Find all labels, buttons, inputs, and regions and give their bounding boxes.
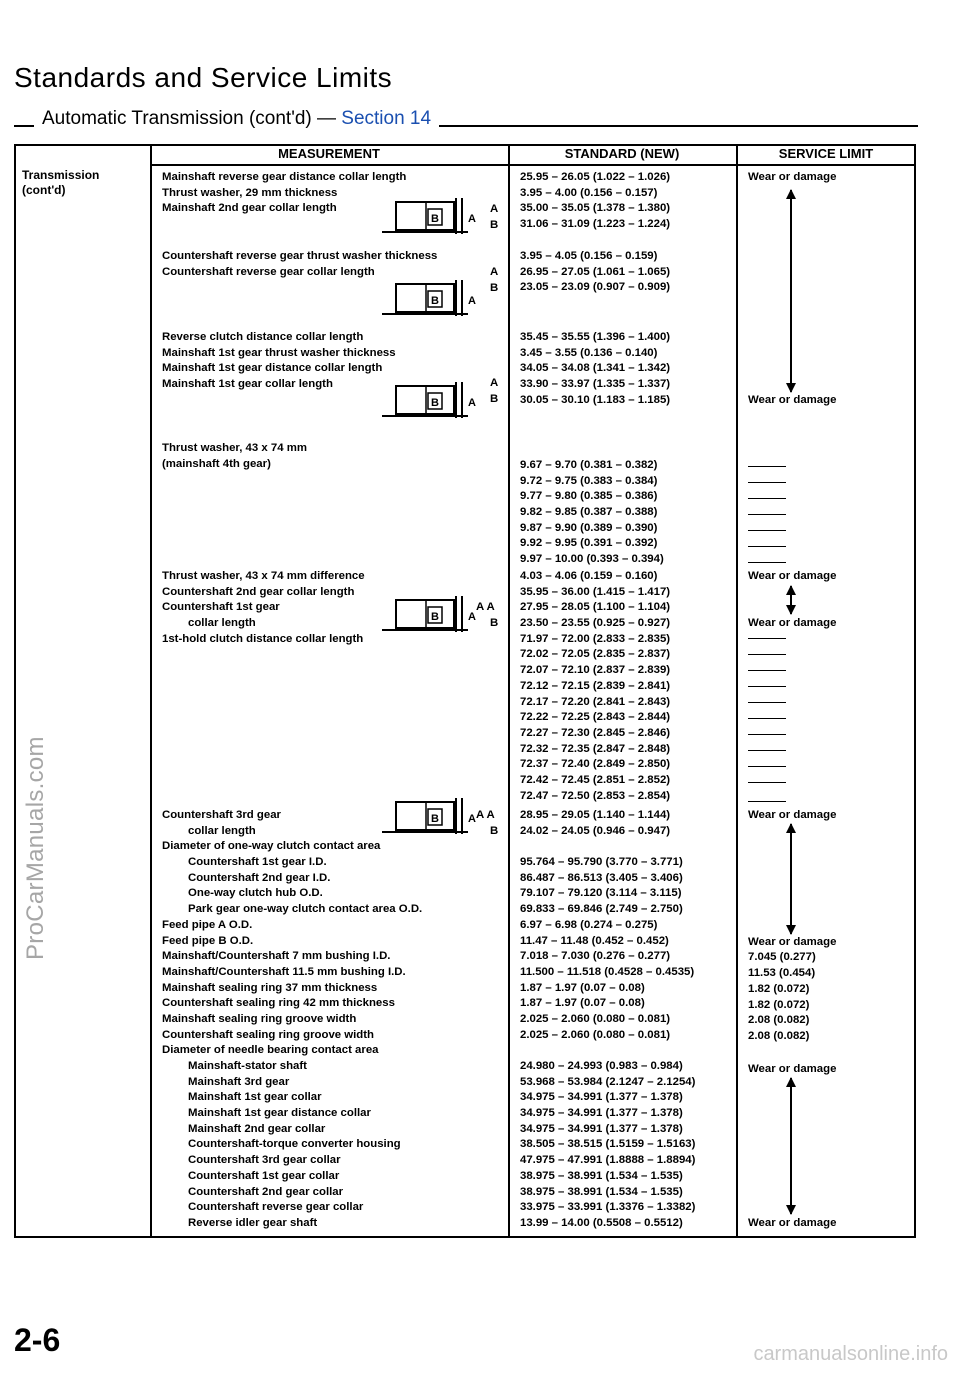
standard-value: 25.95 – 26.05 (1.022 – 1.026) [520, 171, 671, 183]
measurement-item: Countershaft 1st gear I.D. [188, 856, 327, 869]
measurement-item: Countershaft sealing ring groove width [162, 1028, 375, 1041]
standard-group [520, 458, 664, 568]
label-a: A [490, 266, 499, 278]
diagram-label-a: A [468, 213, 476, 225]
measurement-group [162, 808, 422, 1232]
service-limit-value: 7.045 (0.277) [748, 951, 816, 963]
measurement-item: Mainshaft 1st gear collar length [162, 378, 333, 391]
label-b: B [490, 219, 499, 231]
label-b: B [490, 825, 499, 837]
column-divider [150, 144, 152, 1238]
standard-value: 9.97 – 10.00 (0.393 – 0.394) [520, 553, 664, 566]
standard-value: 34.05 – 34.08 (1.341 – 1.342) [520, 362, 671, 375]
standard-value: 9.92 – 9.95 (0.391 – 0.392) [520, 537, 658, 550]
no-limit-dash [748, 750, 786, 751]
measurement-group [162, 569, 365, 647]
standard-value: 72.12 – 72.15 (2.839 – 2.841) [520, 679, 671, 692]
collar-diagram [382, 594, 482, 634]
header-divider [150, 164, 916, 166]
standard-value: 72.37 – 72.40 (2.849 – 2.850) [520, 758, 671, 771]
measurement-item: Feed pipe A O.D. [162, 918, 253, 931]
service-limit-text: Wear or damage [748, 1063, 837, 1075]
standard-value: 2.025 – 2.060 (0.080 – 0.081) [520, 1012, 671, 1025]
standard-value: 3.95 – 4.00 (0.156 – 0.157) [520, 186, 658, 199]
measurement-item: Mainshaft 1st gear distance collar [188, 1107, 371, 1120]
standard-value: 34.975 – 34.991 (1.377 – 1.378) [520, 1122, 683, 1135]
measurement-item: Countershaft 3rd gear collar [188, 1154, 341, 1167]
standard-value: 35.45 – 35.55 (1.396 – 1.400) [520, 331, 671, 343]
range-arrow [790, 586, 792, 614]
standard-value: 72.07 – 72.10 (2.837 – 2.839) [520, 664, 671, 677]
measurement-item: Thrust washer, 29 mm thickness [162, 186, 338, 199]
standard-value: 72.17 – 72.20 (2.841 – 2.843) [520, 695, 671, 708]
measurement-item: Reverse clutch distance collar length [162, 331, 364, 343]
standard-value: 31.06 – 31.09 (1.223 – 1.224) [520, 218, 671, 231]
no-limit-dash [748, 782, 786, 783]
page-title: Standards and Service Limits [14, 62, 393, 93]
measurement-item: Countershaft 3rd gear [162, 809, 281, 821]
range-arrow [790, 190, 792, 392]
diagram-label-a: A [468, 611, 476, 623]
standard-value [520, 1043, 695, 1059]
header-measurement: MEASUREMENT [278, 146, 380, 161]
category-line: (cont'd) [22, 183, 66, 197]
measurement-item: Countershaft 1st gear [162, 601, 280, 614]
standard-value: 72.02 – 72.05 (2.835 – 2.837) [520, 648, 671, 661]
measurement-item: Diameter of needle bearing contact area [162, 1044, 379, 1057]
standard-value: 2.025 – 2.060 (0.080 – 0.081) [520, 1028, 671, 1041]
no-limit-dash [748, 766, 786, 767]
standard-value: 28.95 – 29.05 (1.140 – 1.144) [520, 809, 671, 821]
measurement-item: Mainshaft 2nd gear collar [188, 1122, 326, 1135]
measurement-group [162, 170, 406, 217]
measurement-group [162, 330, 396, 393]
standard-value: 9.67 – 9.70 (0.381 – 0.382) [520, 459, 658, 471]
measurement-item: Thrust washer, 43 x 74 mm [162, 442, 307, 454]
measurement-item: Mainshaft 1st gear distance collar length [162, 362, 383, 375]
label-a: A A [476, 601, 495, 613]
label-b: B [490, 393, 499, 405]
standard-value: 72.27 – 72.30 (2.845 – 2.846) [520, 726, 671, 739]
collar-diagram [382, 196, 482, 236]
collar-diagram-icon [382, 196, 482, 236]
standard-value: 38.505 – 38.515 (1.5159 – 1.5163) [520, 1138, 696, 1151]
standard-value: 4.03 – 4.06 (0.159 – 0.160) [520, 570, 658, 582]
label-a: A A [476, 809, 495, 821]
standard-value: 38.975 – 38.991 (1.534 – 1.535) [520, 1169, 683, 1182]
measurement-item: Countershaft 2nd gear I.D. [188, 871, 331, 884]
measurement-item: Countershaft reverse gear collar length [162, 265, 375, 278]
diagram-label-a: A [468, 813, 476, 825]
standard-value: 72.32 – 72.35 (2.847 – 2.848) [520, 742, 671, 755]
standard-group [520, 330, 670, 408]
label-a: A [490, 377, 499, 389]
no-limit-dash [748, 638, 786, 639]
standard-value: 26.95 – 27.05 (1.061 – 1.065) [520, 265, 671, 278]
no-limit-dash [748, 702, 786, 703]
standard-value: 35.95 – 36.00 (1.415 – 1.417) [520, 585, 671, 598]
measurement-item: Thrust washer, 43 x 74 mm difference [162, 570, 365, 582]
standard-value: 7.018 – 7.030 (0.276 – 0.277) [520, 950, 671, 963]
standard-group [520, 808, 695, 1232]
standard-value: 9.87 – 9.90 (0.389 – 0.390) [520, 521, 658, 534]
measurement-item: Countershaft 1st gear collar [188, 1169, 340, 1182]
measurement-item: Countershaft reverse gear thrust washer thickness [162, 250, 438, 262]
diagram-label-a: A [468, 397, 476, 409]
standard-value: 30.05 – 30.10 (1.183 – 1.185) [520, 393, 671, 406]
standard-value: 13.99 – 14.00 (0.5508 – 0.5512) [520, 1216, 683, 1229]
standard-value: 24.980 – 24.993 (0.983 – 0.984) [520, 1060, 683, 1072]
collar-diagram-icon [382, 796, 482, 836]
category-label [22, 168, 99, 198]
standard-value: 33.90 – 33.97 (1.335 – 1.337) [520, 378, 671, 391]
standard-value: 34.975 – 34.991 (1.377 – 1.378) [520, 1091, 683, 1104]
diagram-label-b: B [431, 295, 439, 307]
label-b: B [490, 282, 499, 294]
column-divider [508, 144, 510, 1238]
measurement-item: Countershaft reverse gear collar [188, 1201, 364, 1214]
measurement-item: collar length [188, 617, 256, 630]
no-limit-dash [748, 466, 786, 467]
no-limit-dash [748, 654, 786, 655]
standard-value: 33.975 – 33.991 (1.3376 – 1.3382) [520, 1201, 696, 1214]
diagram-label-a: A [468, 295, 476, 307]
standard-value: 1.87 – 1.97 (0.07 – 0.08) [520, 981, 645, 994]
measurement-item: Mainshaft 1st gear thrust washer thickness [162, 346, 396, 359]
standard-value: 9.72 – 9.75 (0.383 – 0.384) [520, 474, 658, 487]
measurement-item: Mainshaft/Countershaft 7 mm bushing I.D. [162, 950, 391, 963]
standard-value: 6.97 – 6.98 (0.274 – 0.275) [520, 918, 658, 931]
service-limit-value: 1.82 (0.072) [748, 983, 810, 995]
standard-value: 27.95 – 28.05 (1.100 – 1.104) [520, 601, 671, 614]
header-service-limit: SERVICE LIMIT [778, 146, 874, 161]
standard-group [520, 249, 670, 296]
measurement-item: collar length [188, 824, 256, 837]
no-limit-dash [748, 498, 786, 499]
standard-value: 23.05 – 23.09 (0.907 – 0.909) [520, 281, 671, 294]
standard-value: 3.95 – 4.05 (0.156 – 0.159) [520, 250, 658, 262]
measurement-item: Feed pipe B O.D. [162, 934, 254, 947]
collar-diagram-icon [382, 380, 482, 420]
header-standard: STANDARD (NEW) [564, 146, 680, 161]
standard-group [520, 569, 670, 804]
standard-value: 3.45 – 3.55 (0.136 – 0.140) [520, 346, 658, 359]
measurement-item: Mainshaft 3rd gear [188, 1075, 290, 1088]
section-link[interactable]: Section 14 [341, 108, 432, 129]
standard-value: 1.87 – 1.97 (0.07 – 0.08) [520, 997, 645, 1010]
service-limit-value: 2.08 (0.082) [748, 1014, 810, 1026]
service-limit-value: 2.08 (0.082) [748, 1030, 810, 1042]
measurement-item: 1st-hold clutch distance collar length [162, 632, 364, 645]
measurement-item: Countershaft sealing ring 42 mm thickness [162, 997, 395, 1010]
standard-value: 72.22 – 72.25 (2.843 – 2.844) [520, 711, 671, 724]
no-limit-dash [748, 514, 786, 515]
no-limit-dash [748, 686, 786, 687]
collar-diagram [382, 278, 482, 318]
standard-value: 24.02 – 24.05 (0.946 – 0.947) [520, 824, 671, 837]
measurement-item: Mainshaft/Countershaft 11.5 mm bushing I.D. [162, 965, 406, 978]
diagram-label-b: B [431, 213, 439, 225]
standard-value: 86.487 – 86.513 (3.405 – 3.406) [520, 871, 683, 884]
standard-value [520, 839, 695, 855]
standard-value: 71.97 – 72.00 (2.833 – 2.835) [520, 632, 671, 645]
footer-site: carmanualsonline.info [753, 1343, 948, 1365]
standard-value: 34.975 – 34.991 (1.377 – 1.378) [520, 1107, 683, 1120]
no-limit-dash [748, 734, 786, 735]
measurement-item: Mainshaft sealing ring 37 mm thickness [162, 981, 378, 994]
measurement-item: Mainshaft 1st gear collar [188, 1091, 322, 1104]
no-limit-dash [748, 670, 786, 671]
category-line: Transmission [22, 168, 100, 182]
service-limit-value: 11.53 (0.454) [748, 967, 816, 979]
collar-diagram [382, 796, 482, 836]
measurement-item: Countershaft 2nd gear collar [188, 1185, 344, 1198]
service-limit-text: Wear or damage [748, 570, 837, 582]
no-limit-dash [748, 801, 786, 802]
range-arrow [790, 1078, 792, 1214]
standard-group [520, 170, 670, 233]
service-limit-value: 1.82 (0.072) [748, 999, 810, 1011]
page-number: 2-6 [14, 1322, 61, 1358]
label-b: B [490, 617, 499, 629]
measurement-item: Mainshaft reverse gear distance collar length [162, 171, 407, 183]
service-limit-text: Wear or damage [748, 171, 837, 183]
standard-value: 47.975 – 47.991 (1.8888 – 1.8894) [520, 1154, 696, 1167]
standard-value: 72.47 – 72.50 (2.853 – 2.854) [520, 789, 671, 802]
no-limit-dash [748, 718, 786, 719]
service-limit-text: Wear or damage [748, 1217, 837, 1229]
diagram-label-b: B [431, 397, 439, 409]
standard-value: 53.968 – 53.984 (2.1247 – 2.1254) [520, 1075, 696, 1088]
no-limit-dash [748, 562, 786, 563]
standard-value: 38.975 – 38.991 (1.534 – 1.535) [520, 1185, 683, 1198]
subtitle [34, 108, 439, 130]
range-arrow [790, 824, 792, 934]
standard-value: 11.500 – 11.518 (0.4528 – 0.4535) [520, 965, 695, 978]
diagram-label-b: B [431, 611, 439, 623]
measurement-group [162, 441, 307, 472]
measurement-item: Mainshaft-stator shaft [188, 1060, 307, 1072]
standard-value: 95.764 – 95.790 (3.770 – 3.771) [520, 856, 683, 869]
measurement-item: Diameter of one-way clutch contact area [162, 840, 381, 853]
measurement-item: (mainshaft 4th gear) [162, 457, 271, 470]
measurement-item: Mainshaft 2nd gear collar length [162, 202, 337, 215]
service-limit-text: Wear or damage [748, 936, 837, 948]
column-divider [736, 144, 738, 1238]
collar-diagram [382, 380, 482, 420]
label-a: A [490, 203, 499, 215]
no-limit-dash [748, 482, 786, 483]
measurement-item: Reverse idler gear shaft [188, 1216, 318, 1229]
subtitle-text: Automatic Transmission (cont'd) — [42, 108, 336, 129]
no-limit-dash [748, 546, 786, 547]
standard-value: 23.50 – 23.55 (0.925 – 0.927) [520, 617, 671, 630]
collar-diagram-icon [382, 278, 482, 318]
diagram-label-b: B [431, 813, 439, 825]
collar-diagram-icon [382, 594, 482, 634]
standard-value: 79.107 – 79.120 (3.114 – 3.115) [520, 887, 682, 900]
service-limit-text: Wear or damage [748, 617, 837, 629]
standard-value: 11.47 – 11.48 (0.452 – 0.452) [520, 934, 669, 947]
measurement-group [162, 249, 437, 280]
standard-value: 72.42 – 72.45 (2.851 – 2.852) [520, 773, 671, 786]
measurement-item: Mainshaft sealing ring groove width [162, 1012, 357, 1025]
measurement-item: Countershaft-torque converter housing [188, 1138, 401, 1151]
measurement-item: Countershaft 2nd gear collar length [162, 585, 355, 598]
standard-value: 69.833 – 69.846 (2.749 – 2.750) [520, 903, 683, 916]
service-limit-text: Wear or damage [748, 809, 837, 821]
standard-value: 9.82 – 9.85 (0.387 – 0.388) [520, 506, 658, 519]
standard-value: 9.77 – 9.80 (0.385 – 0.386) [520, 490, 658, 503]
service-limit-text: Wear or damage [748, 394, 837, 406]
measurement-item: One-way clutch hub O.D. [188, 887, 323, 900]
no-limit-dash [748, 530, 786, 531]
measurement-item: Park gear one-way clutch contact area O.D. [188, 903, 423, 916]
watermark: ProCarManuals.com [22, 736, 49, 960]
standard-value: 35.00 – 35.05 (1.378 – 1.380) [520, 202, 671, 215]
